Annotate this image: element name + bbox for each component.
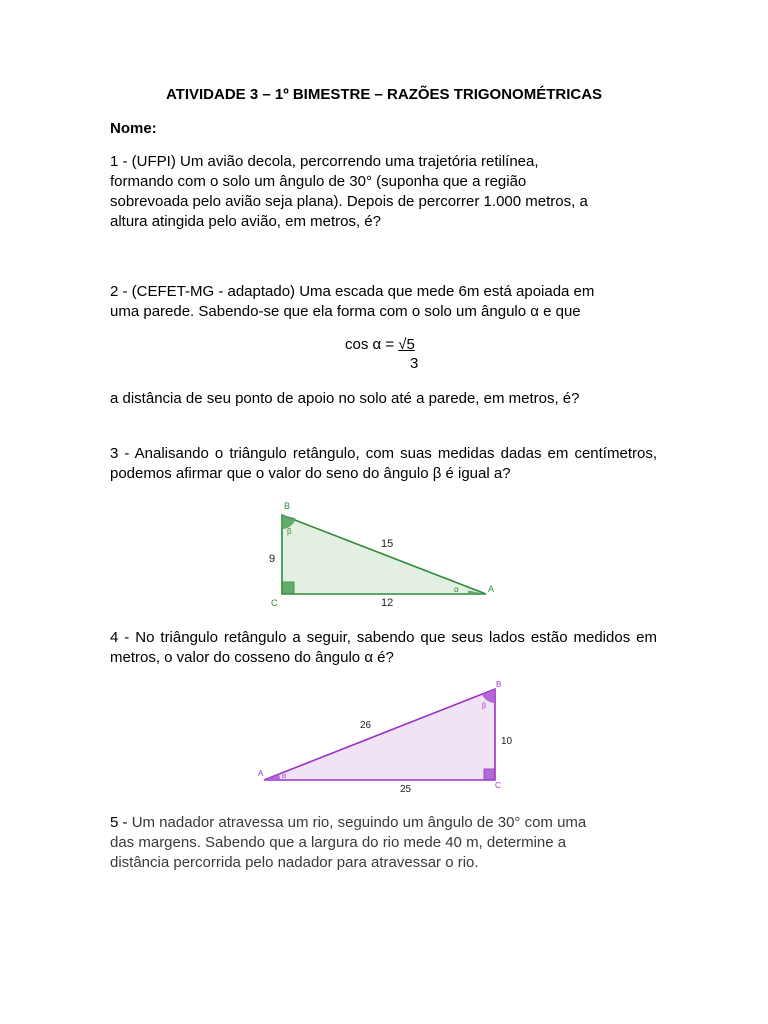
question-1 (110, 152, 657, 232)
formula-denominator: 3 (410, 355, 419, 372)
question-5-line: distância percorrida pelo nadador para atravessar o rio. (110, 854, 479, 871)
right-angle-mark (484, 769, 495, 780)
triangle-q4 (264, 689, 495, 780)
angle-beta-label: β (482, 703, 487, 710)
angle-alpha-mark (264, 774, 280, 780)
angle-alpha-label: α (282, 773, 287, 780)
side-ac-label: 25 (400, 784, 412, 795)
angle-beta-label: β (287, 527, 292, 536)
vertex-b-label: B (496, 680, 502, 689)
right-angle-mark (282, 582, 294, 594)
question-2-after: a distância de seu ponto de apoio no solo até a parede, em metros, é? (110, 390, 580, 407)
side-bc-label: 9 (269, 553, 276, 565)
side-ab-label: 26 (360, 720, 372, 731)
triangle-q3 (282, 515, 486, 594)
vertex-c-label: C (495, 781, 501, 790)
triangle-figure-q3 (262, 495, 502, 615)
question-3: 3 - Analisando o triângulo retângulo, com suas medidas dadas em centímetros, podemos afirmar que o valor do seno do ângulo β é igual a? (110, 445, 657, 482)
question-2-line: uma parede. Sabendo-se que ela forma com o solo um ângulo α e que (110, 303, 581, 320)
triangle-figure-q4 (250, 678, 520, 798)
vertex-c-label: C (271, 598, 278, 608)
question-5-number: 5 - (110, 814, 132, 831)
question-5-line: das margens. Sabendo que a largura do rio mede 40 m, determine a (110, 834, 567, 851)
vertex-b-label: B (284, 501, 291, 511)
question-2 (110, 282, 657, 322)
question-4: 4 - No triângulo retângulo a seguir, sabendo que seus lados estão medidos em metros, o valor do cosseno do ângulo α é? (110, 629, 657, 666)
question-5 (110, 813, 657, 873)
question-1-line: formando com o solo um ângulo de 30° (suponha que a região (110, 173, 527, 190)
angle-alpha-label: α (454, 585, 459, 594)
side-ab-label: 15 (381, 538, 394, 550)
vertex-a-label: A (488, 584, 495, 594)
vertex-a-label: A (258, 769, 264, 778)
formula-prefix: cos α = (345, 336, 399, 353)
formula-numerator: √5 (398, 336, 415, 353)
side-bc-label: 10 (501, 736, 513, 747)
side-ca-label: 12 (381, 597, 394, 609)
name-label: Nome: (110, 120, 157, 137)
question-5-line: Um nadador atravessa um rio, seguindo um ângulo de 30° com uma (131, 814, 587, 831)
page-title: ATIVIDADE 3 – 1º BIMESTRE – RAZÕES TRIGONOMÉTRICAS (165, 86, 603, 103)
question-1-line: sobrevoada pelo avião seja plana). Depois de percorrer 1.000 metros, a (110, 193, 588, 210)
question-1-line: altura atingida pelo avião, em metros, é? (110, 213, 381, 230)
cosine-formula (345, 335, 419, 372)
question-2-line: 2 - (CEFET-MG - adaptado) Uma escada que mede 6m está apoiada em (110, 283, 595, 300)
question-1-line: 1 - (UFPI) Um avião decola, percorrendo uma trajetória retilínea, (110, 153, 539, 170)
